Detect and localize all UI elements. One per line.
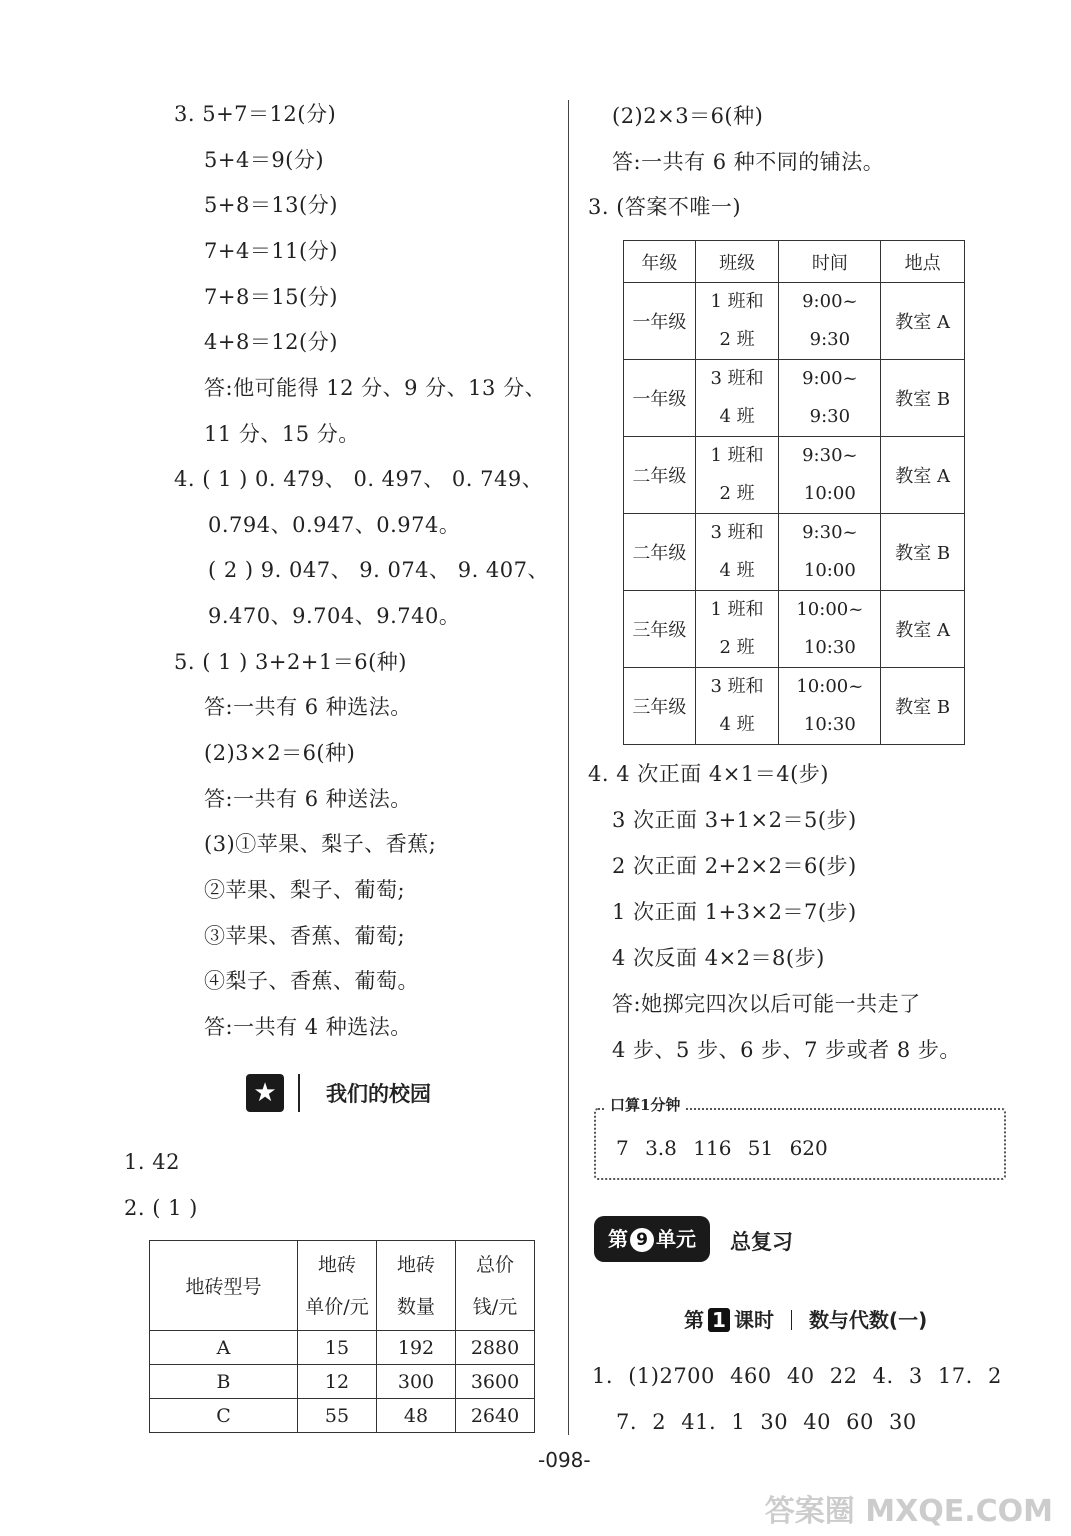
- left-line: 4. ( 1 ) 0. 479、 0. 497、 0. 749、: [174, 467, 544, 491]
- tile-cell: 15: [298, 1331, 377, 1365]
- table-row: [150, 1365, 535, 1399]
- tile-header: 总价 钱/元: [456, 1241, 535, 1331]
- star-icon: ★: [246, 1074, 284, 1112]
- tile-table: [149, 1240, 535, 1433]
- table-row: [150, 1399, 535, 1433]
- right-line: 答:她掷完四次以后可能一共走了: [612, 992, 921, 1016]
- grade-cell: 三年级: [624, 668, 696, 745]
- tile-header: 地砖型号: [150, 1241, 298, 1331]
- section-title: 我们的校园: [326, 1082, 431, 1106]
- room-cell: 教室 B: [881, 668, 965, 745]
- grade-cell: 二年级: [624, 514, 696, 591]
- table-row: [150, 1331, 535, 1365]
- tile-cell: 2880: [456, 1331, 535, 1365]
- grade-cell: 一年级: [624, 360, 696, 437]
- left-line: ②苹果、梨子、葡萄;: [204, 878, 406, 902]
- left-line: 4+8＝12(分): [204, 330, 338, 354]
- tile-cell: 55: [298, 1399, 377, 1433]
- right-line: 4. 4 次正面 4×1＝4(步): [588, 762, 829, 786]
- left-line: 7+8＝15(分): [204, 285, 338, 309]
- right-line: 1 次正面 1+3×2＝7(步): [612, 900, 857, 924]
- right-line: 4 步、5 步、6 步、7 步或者 8 步。: [612, 1038, 961, 1062]
- unit-title: 总复习: [730, 1230, 793, 1254]
- right-line: 2 次正面 2+2×2＝6(步): [612, 854, 857, 878]
- schedule-table: [623, 240, 965, 745]
- grade-cell: 一年级: [624, 283, 696, 360]
- left-line: 5. ( 1 ) 3+2+1＝6(种): [174, 650, 408, 674]
- left-line: 9.470、9.704、9.740。: [208, 604, 461, 628]
- right-line: (2)2×3＝6(种): [612, 104, 764, 128]
- tile-cell: 300: [377, 1365, 456, 1399]
- table-row: [624, 437, 965, 514]
- tile-cell: 192: [377, 1331, 456, 1365]
- room-cell: 教室 B: [881, 514, 965, 591]
- right-line: 答:一共有 6 种不同的铺法。: [612, 150, 885, 174]
- class-cell: 1 班和 2 班: [695, 283, 779, 360]
- right-line: 3 次正面 3+1×2＝5(步): [612, 808, 857, 832]
- time-cell: 9:30~ 10:00: [779, 437, 881, 514]
- right-line: 4 次反面 4×2＝8(步): [612, 946, 825, 970]
- left-line: 答:一共有 6 种选法。: [204, 695, 412, 719]
- tile-cell: B: [150, 1365, 298, 1399]
- class-cell: 1 班和 2 班: [695, 591, 779, 668]
- left-line: 答:一共有 4 种选法。: [204, 1015, 412, 1039]
- grade-cell: 三年级: [624, 591, 696, 668]
- schedule-header: 地点: [881, 241, 965, 283]
- class-cell: 3 班和 4 班: [695, 360, 779, 437]
- answer-line: 7. 2 41. 1 30 40 60 30: [616, 1410, 917, 1434]
- left-line: 11 分、15 分。: [204, 422, 360, 446]
- time-cell: 9:30~ 10:00: [779, 514, 881, 591]
- left-line: 5+8＝13(分): [204, 193, 338, 217]
- class-cell: 1 班和 2 班: [695, 437, 779, 514]
- oral-values: 7 3.8 116 51 620: [616, 1136, 828, 1160]
- page-number: -098-: [538, 1448, 591, 1472]
- oral-label: 口算1分钟: [604, 1094, 686, 1115]
- tile-cell: C: [150, 1399, 298, 1433]
- left-line: 7+4＝11(分): [204, 239, 338, 263]
- schedule-header: 班级: [695, 241, 779, 283]
- time-cell: 10:00~ 10:30: [779, 591, 881, 668]
- left-line: 3. 5+7＝12(分): [174, 102, 337, 126]
- room-cell: 教室 B: [881, 360, 965, 437]
- time-cell: 10:00~ 10:30: [779, 668, 881, 745]
- table-row: [624, 283, 965, 360]
- left-line: (3)①苹果、梨子、香蕉;: [204, 832, 437, 856]
- question-1: 1. 42: [124, 1150, 180, 1174]
- table-row: [624, 514, 965, 591]
- class-cell: 3 班和 4 班: [695, 668, 779, 745]
- question-2: 2. ( 1 ): [124, 1196, 198, 1220]
- left-line: (2)3×2＝6(种): [204, 741, 356, 765]
- room-cell: 教室 A: [881, 283, 965, 360]
- tile-header: 地砖 数量: [377, 1241, 456, 1331]
- section-bar: [298, 1074, 300, 1112]
- answer-line: 1. (1)2700 460 40 22 4. 3 17. 2: [592, 1364, 1002, 1388]
- lesson-heading: 第 1 课时 数与代数(一): [684, 1308, 928, 1332]
- column-divider: [568, 100, 569, 1435]
- left-line: 答:一共有 6 种送法。: [204, 787, 412, 811]
- table-row: [624, 591, 965, 668]
- table-row: [624, 360, 965, 437]
- tile-cell: A: [150, 1331, 298, 1365]
- left-line: 5+4＝9(分): [204, 148, 325, 172]
- tile-cell: 2640: [456, 1399, 535, 1433]
- tile-cell: 12: [298, 1365, 377, 1399]
- class-cell: 3 班和 4 班: [695, 514, 779, 591]
- grade-cell: 二年级: [624, 437, 696, 514]
- unit-tag: 第 9 单元: [594, 1216, 710, 1262]
- left-line: ④梨子、香蕉、葡萄。: [204, 969, 419, 993]
- time-cell: 9:00~ 9:30: [779, 360, 881, 437]
- left-line: ③苹果、香蕉、葡萄;: [204, 924, 406, 948]
- room-cell: 教室 A: [881, 591, 965, 668]
- watermark: 答案圈 MXQE.COM: [764, 1494, 1053, 1529]
- schedule-header: 年级: [624, 241, 696, 283]
- table-row: [624, 668, 965, 745]
- room-cell: 教室 A: [881, 437, 965, 514]
- left-line: 0.794、0.947、0.974。: [208, 513, 461, 537]
- tile-cell: 3600: [456, 1365, 535, 1399]
- tile-cell: 48: [377, 1399, 456, 1433]
- time-cell: 9:00~ 9:30: [779, 283, 881, 360]
- right-line: 3. (答案不唯一): [588, 195, 742, 219]
- tile-header: 地砖 单价/元: [298, 1241, 377, 1331]
- left-line: ( 2 ) 9. 047、 9. 074、 9. 407、: [208, 558, 550, 582]
- left-line: 答:他可能得 12 分、9 分、13 分、: [204, 376, 547, 400]
- schedule-header: 时间: [779, 241, 881, 283]
